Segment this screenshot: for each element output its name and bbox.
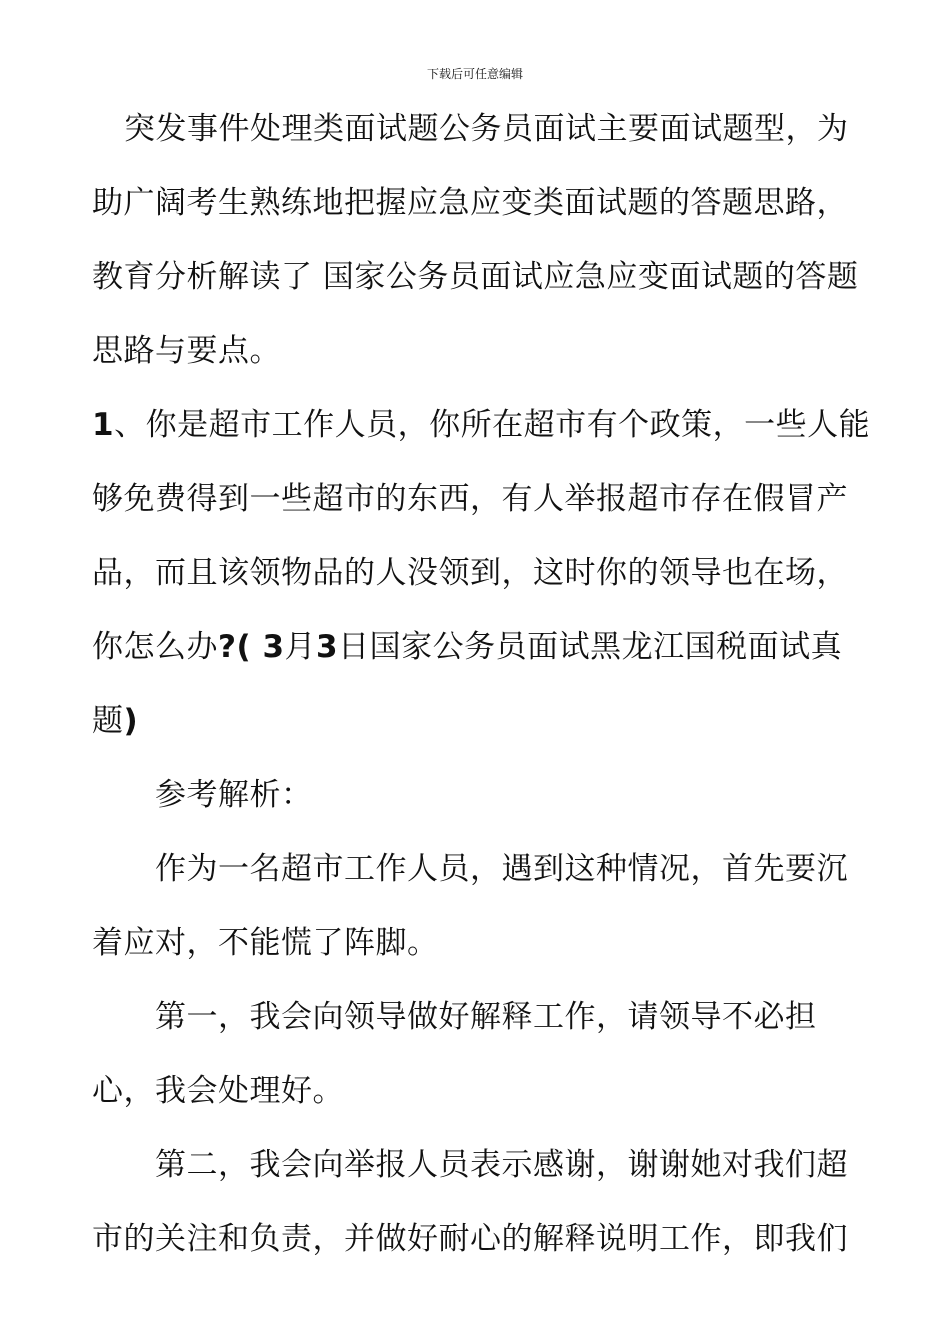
question-text: 、你是超市工作人员，你所在超市有个政策，一些人能够免费得到一些超市的东西，有人举报超市存在假冒产品，而且该领物品的人没领到，这时你的领导也在场，你怎么办 [92, 407, 871, 665]
question-close: ) [123, 703, 139, 739]
question-month: 月 [284, 629, 317, 665]
page-header-note: 下载后可任意编辑 [426, 67, 523, 81]
intro-paragraph: 突发事件处理类面试题公务员面试主要面试题型，为助广阔考生熟练地把握应急应变类面试题的答题思路，教育分析解读了 国家公务员面试应急应变面试题的答题思路与要点。 [92, 111, 859, 369]
answer-paragraph-2: 第一，我会向领导做好解释工作，请领导不必担心，我会处理好。 [92, 999, 817, 1109]
question-source: 日国家公务员面试黑龙江国税面试真题 [92, 629, 843, 739]
answer-paragraph-3: 第二，我会向举报人员表示感谢，谢谢她对我们超市的关注和负责，并做好耐心的解释说明工作，即我们 [92, 1147, 848, 1257]
question-paragraph [92, 388, 878, 758]
question-number: 1 [92, 407, 115, 443]
answer-paragraph-1: 作为一名超市工作人员，遇到这种情况，首先要沉着应对，不能慌了阵脚。 [92, 851, 848, 961]
analysis-label: 参考解析： [155, 777, 313, 813]
question-day: 3 [316, 629, 339, 665]
document-body [92, 92, 878, 1276]
question-date-open: ?( 3 [218, 629, 285, 665]
